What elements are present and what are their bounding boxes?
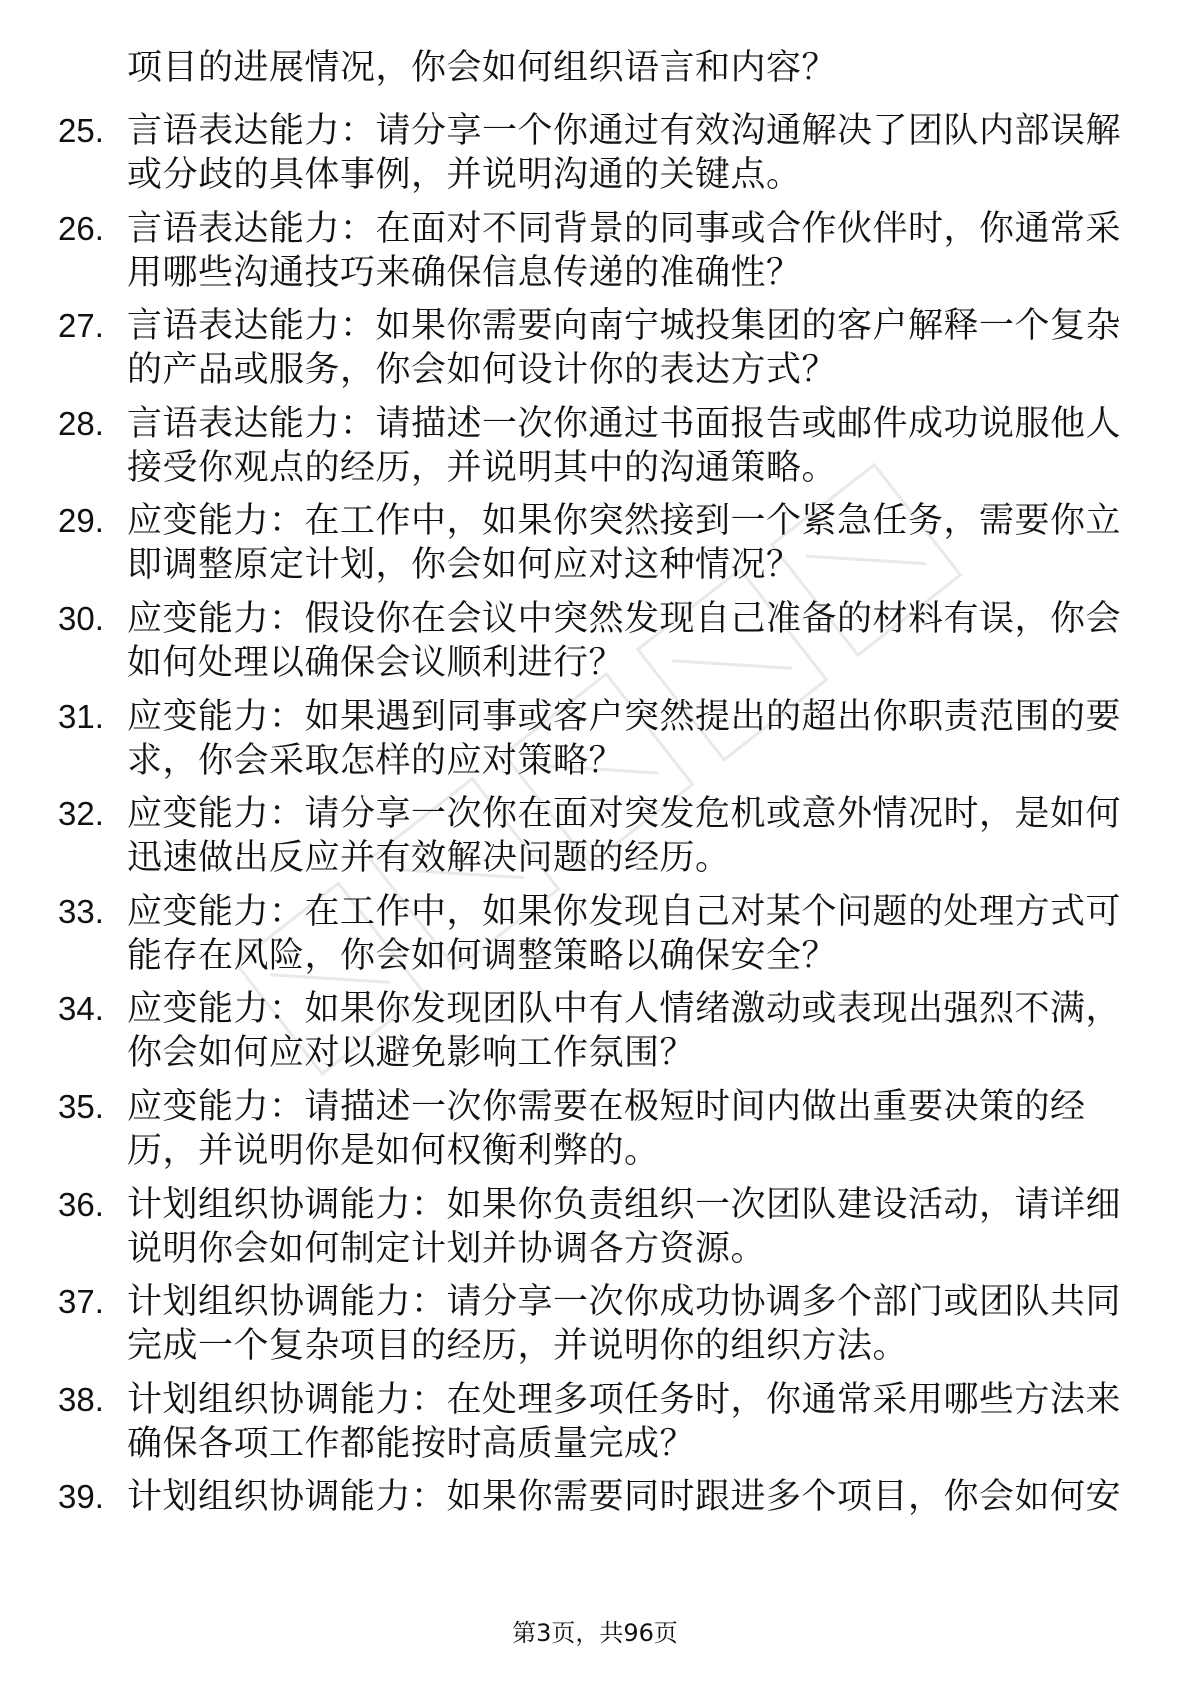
question-text-line: 应变能力：请分享一次你在面对突发危机或意外情况时，是如何 bbox=[127, 794, 1122, 835]
question-number: 32. bbox=[58, 795, 104, 833]
question-text-line: 应变能力：在工作中，如果你发现自己对某个问题的处理方式可 bbox=[127, 891, 1122, 932]
continuation-line: 项目的进展情况，你会如何组织语言和内容？ bbox=[127, 48, 838, 88]
question-number: 25. bbox=[58, 112, 104, 149]
question-number: 34. bbox=[58, 990, 104, 1028]
question-text-line: 计划组织协调能力：在处理多项任务时，你通常采用哪些方法来 bbox=[127, 1379, 1122, 1420]
question-number: 28. bbox=[58, 404, 104, 442]
question-text-line: 计划组织协调能力：如果你负责组织一次团队建设活动，请详细 bbox=[127, 1184, 1122, 1225]
question-text-line: 历，并说明你是如何权衡利弊的。 bbox=[127, 1131, 660, 1171]
question-text-line: 计划组织协调能力：请分享一次你成功协调多个部门或团队共同 bbox=[127, 1282, 1122, 1323]
question-text-line: 应变能力：假设你在会议中突然发现自己准备的材料有误，你会 bbox=[127, 599, 1122, 639]
question-text-line: 应变能力：请描述一次你需要在极短时间内做出重要决策的经 bbox=[127, 1087, 1086, 1127]
question-text-line: 应变能力：如果你发现团队中有人情绪激动或表现出强烈不满， bbox=[127, 989, 1122, 1030]
question-text-line: 说明你会如何制定计划并协调各方资源。 bbox=[127, 1228, 767, 1269]
question-text-line: 迅速做出反应并有效解决问题的经历。 bbox=[127, 838, 731, 879]
question-text-line: 言语表达能力：在面对不同背景的同事或合作伙伴时，你通常采 bbox=[127, 208, 1122, 249]
question-text-line: 你会如何应对以避免影响工作氛围？ bbox=[127, 1033, 696, 1074]
question-number: 30. bbox=[58, 600, 104, 637]
page-footer: 第3页，共96页 bbox=[512, 1619, 678, 1647]
question-number: 27. bbox=[58, 307, 104, 345]
question-text-line: 或分歧的具体事例，并说明沟通的关键点。 bbox=[127, 155, 802, 195]
question-number: 33. bbox=[58, 892, 104, 930]
question-number: 26. bbox=[58, 209, 104, 247]
question-number: 38. bbox=[58, 1380, 104, 1418]
question-number: 35. bbox=[58, 1088, 104, 1125]
question-text-line: 应变能力：如果遇到同事或客户突然提出的超出你职责范围的要 bbox=[127, 696, 1122, 737]
question-text-line: 用哪些沟通技巧来确保信息传递的准确性？ bbox=[127, 252, 802, 293]
question-text-line: 言语表达能力：请分享一个你通过有效沟通解决了团队内部误解 bbox=[127, 111, 1122, 151]
question-number: 36. bbox=[58, 1185, 104, 1223]
question-text-line: 计划组织协调能力：如果你需要同时跟进多个项目，你会如何安 bbox=[127, 1477, 1122, 1518]
question-text-line: 如何处理以确保会议顺利进行？ bbox=[127, 643, 625, 683]
question-number: 37. bbox=[58, 1283, 104, 1321]
question-text-line: 的产品或服务，你会如何设计你的表达方式？ bbox=[127, 350, 838, 391]
question-number: 39. bbox=[58, 1478, 104, 1516]
question-text-line: 能存在风险，你会如何调整策略以确保安全？ bbox=[127, 935, 838, 976]
question-number: 29. bbox=[58, 502, 104, 540]
question-text-line: 言语表达能力：请描述一次你通过书面报告或邮件成功说服他人 bbox=[127, 403, 1122, 444]
question-text-line: 言语表达能力：如果你需要向南宁城投集团的客户解释一个复杂 bbox=[127, 306, 1122, 347]
question-text-line: 确保各项工作都能按时高质量完成？ bbox=[127, 1423, 696, 1464]
question-text-line: 即调整原定计划，你会如何应对这种情况？ bbox=[127, 545, 802, 586]
question-text-line: 完成一个复杂项目的经历，并说明你的组织方法。 bbox=[127, 1326, 909, 1367]
question-number: 31. bbox=[58, 697, 104, 735]
question-text-line: 接受你观点的经历，并说明其中的沟通策略。 bbox=[127, 447, 838, 488]
question-text-line: 应变能力：在工作中，如果你突然接到一个紧急任务，需要你立 bbox=[127, 501, 1122, 542]
question-text-line: 求，你会采取怎样的应对策略？ bbox=[127, 740, 625, 781]
